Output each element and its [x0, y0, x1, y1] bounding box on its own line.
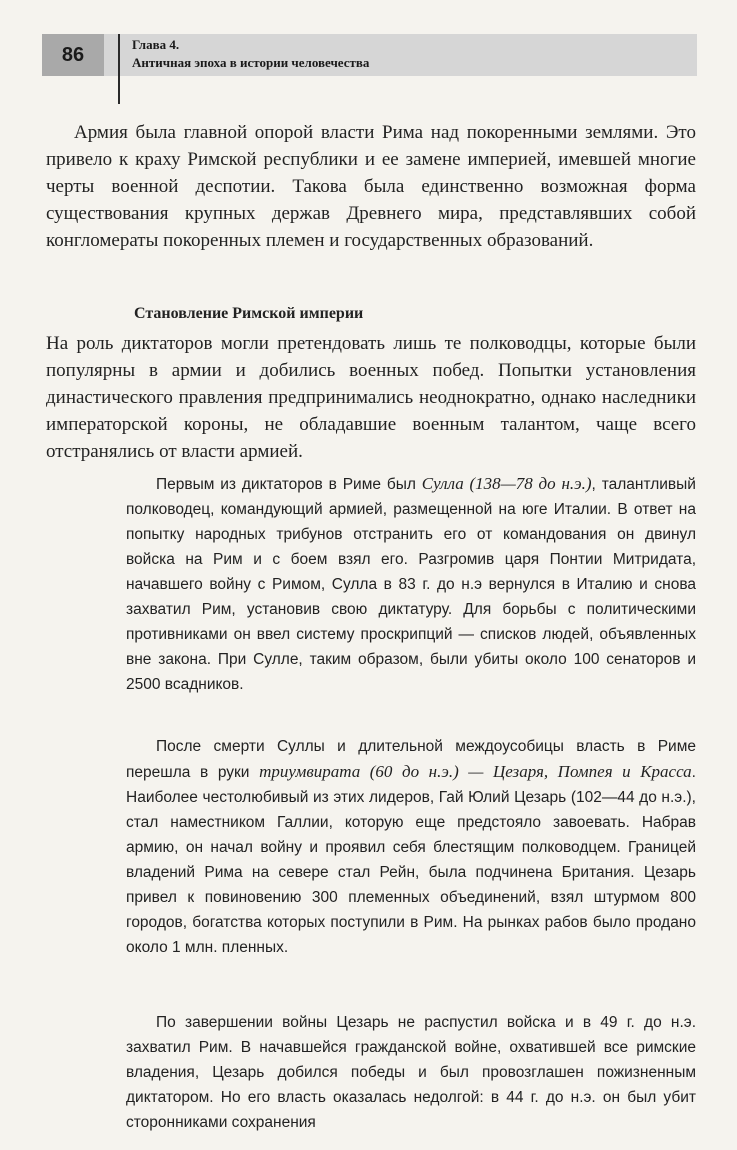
chapter-title: Античная эпоха в истории человечества	[132, 55, 370, 70]
section-heading: Становление Римской империи	[134, 305, 364, 322]
detail-paragraph-triumvirate	[126, 734, 696, 960]
emphasis-triumvirate: триумвирата (60 до н.э.) — Цезаря, Помпея и Красса	[259, 762, 692, 781]
intro-paragraph: Армия была главной опорой власти Рима над покоренными землями. Это привело к краху Римской республики и ее замене империей, имевшей многие черты военной деспотии. Такова была единственно возможная форма существования крупных держав Древнего мира, представлявших собой конгломераты покоренных племен и государственных образований.	[46, 122, 696, 251]
running-header	[132, 36, 369, 72]
chapter-label: Глава 4.	[132, 37, 180, 52]
text-run: После смерти Суллы и длительной междоусобицы власть в Риме перешла в руки	[126, 738, 696, 781]
emphasis-sulla: Сулла (138—78 до н.э.)	[421, 474, 592, 493]
section-lead-paragraph: На роль диктаторов могли претендовать лишь те полководцы, которые были популярны в армии и добились военных побед. Попытки установления династического правления предпринимались неоднократно, однако наследники императорской короны, не обладавшие военным талантом, чаще всего отстранялись от власти армией.	[46, 333, 696, 462]
detail-paragraph-caesar: По завершении войны Цезарь не распустил войска и в 49 г. до н.э. захватил Рим. В начавшейся гражданской войне, охватившей все римские владения, Цезарь добился победы и был провозглашен пожизненным диктатором. Но его власть оказалась недолгой: в 44 г. до н.э. он был убит сторонниками сохранения	[126, 1014, 696, 1131]
header-divider	[118, 34, 120, 104]
text-run: Первым из диктаторов в Риме был	[156, 476, 422, 493]
page-number: 86	[42, 34, 104, 76]
text-run: , талантливый полководец, командующий армией, размещенной на юге Италии. В ответ на попытку народных трибунов отстранить его от командования он двинул войска на Рим и с боем взял его. Разгромив царя Понтии Митридата, начавшего войну с Римом, Сулла в 83 г. до н.э вернулся в Италию и снова захватил Рим, установив свою диктатуру. Для борьбы с политическими противниками он ввел систему проскрипций — списков людей, объявленных вне закона. При Сулле, таким образом, были убиты около 100 сенаторов и 2500 всадников.	[126, 476, 696, 693]
text-run: . Наиболее честолюбивый из этих лидеров, Гай Юлий Цезарь (102—44 до н.э.), стал наместником Галлии, которую еще предстояло завоевать. Набрав армию, он начал войну и проявил себя блестящим полководцем. Границей владений Рима на севере стал Рейн, была подчинена Британия. Цезарь привел к повиновению 300 племенных объединений, взял штурмом 800 городов, богатства которых поступили в Рим. На рынках рабов было продано около 1 млн. пленных.	[126, 764, 696, 956]
detail-paragraph-sulla	[126, 471, 696, 697]
